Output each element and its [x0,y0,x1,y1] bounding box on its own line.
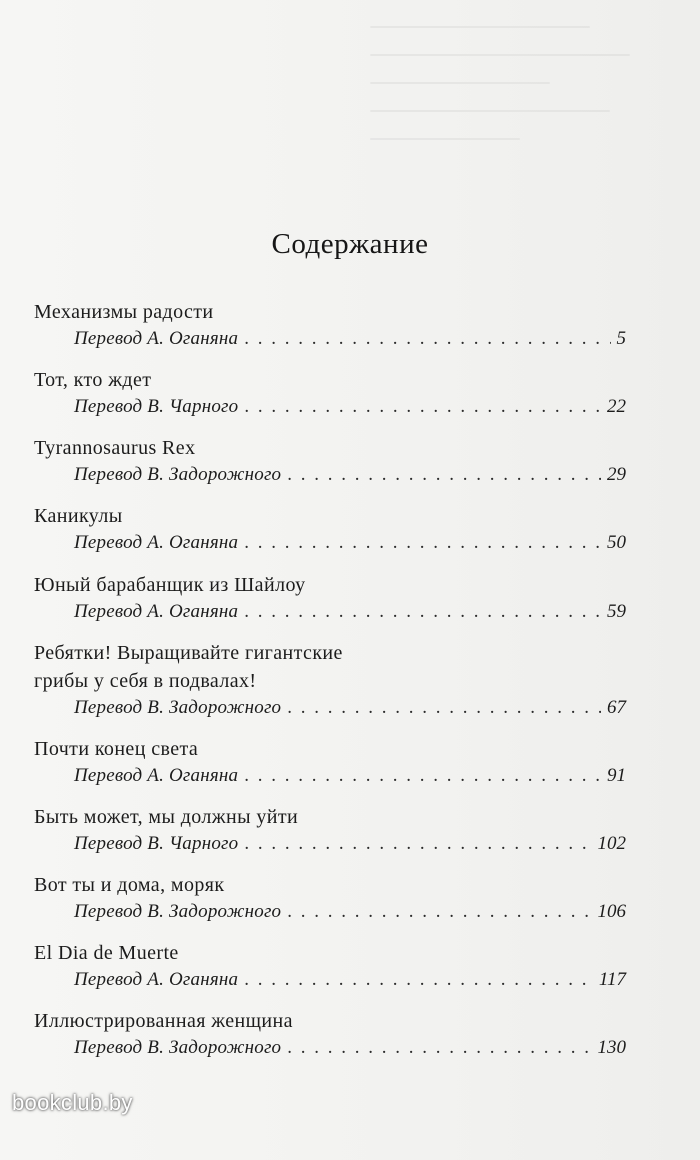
entry-title: Юный барабанщик из Шайлоу [34,574,306,596]
entry-title: Быть может, мы должны уйти [34,806,299,828]
translator-credit: Перевод В. Задорожного [74,464,282,485]
entry-title: Механизмы радости [34,301,214,323]
dot-leader [244,763,601,789]
entry-translator-line [74,326,626,352]
page-title: Содержание [271,228,429,260]
translator-credit: Перевод А. Оганяна [74,765,239,786]
toc-entry [34,639,626,721]
dot-leader [244,530,601,556]
translator-credit: Перевод В. Чарного [74,396,239,417]
dot-leader [287,462,601,488]
entry-title: Вот ты и дома, моряк [34,874,225,896]
translator-credit: Перевод А. Оганяна [74,601,239,622]
entry-translator-line [74,763,626,789]
dot-leader [287,1035,591,1061]
translator-credit: Перевод А. Оганяна [74,532,239,553]
page-number: 5 [616,328,626,349]
toc-entry [34,366,626,420]
page-number: 29 [607,464,626,485]
dot-leader [244,599,601,625]
entry-translator-line [74,1035,626,1061]
translator-credit: Перевод В. Задорожного [74,1037,282,1058]
toc-entry [34,434,626,488]
entry-title: грибы у себя в подвалах! [34,670,257,692]
page-number: 91 [607,765,626,786]
page-number: 22 [607,396,626,417]
dot-leader [244,394,601,420]
translator-credit: Перевод В. Задорожного [74,901,282,922]
page-number: 50 [607,532,626,553]
table-of-contents [34,298,626,1061]
toc-entry [34,939,626,993]
dot-leader [287,695,601,721]
toc-entry [34,871,626,925]
toc-entry [34,298,626,352]
toc-entry [34,502,626,556]
entry-title: Почти конец света [34,738,199,760]
entry-title: Тот, кто ждет [34,369,152,391]
entry-translator-line [74,695,626,721]
entry-title: Tyrannosaurus Rex [34,437,196,459]
page-number: 106 [597,901,626,922]
dot-leader [244,326,610,352]
toc-entry [34,735,626,789]
toc-entry [34,571,626,625]
entry-title: Ребятки! Выращивайте гигантские [34,642,343,664]
page-number: 59 [607,601,626,622]
page-number: 117 [598,969,626,990]
entry-translator-line [74,899,626,925]
entry-title: El Dia de Muerte [34,942,179,964]
translator-credit: Перевод А. Оганяна [74,328,239,349]
dot-leader [244,831,591,857]
translator-credit: Перевод А. Оганяна [74,969,239,990]
entry-title: Иллюстрированная женщина [34,1010,293,1032]
show-through-text [330,0,630,200]
translator-credit: Перевод В. Чарного [74,833,239,854]
entry-translator-line [74,462,626,488]
entry-translator-line [74,967,626,993]
page-number: 67 [607,697,626,718]
page-number: 102 [597,833,626,854]
entry-translator-line [74,599,626,625]
entry-translator-line [74,394,626,420]
translator-credit: Перевод В. Задорожного [74,697,282,718]
entry-title: Каникулы [34,505,123,527]
dot-leader [287,899,591,925]
toc-entry [34,1007,626,1061]
watermark: bookclub.by [12,1090,133,1115]
dot-leader [244,967,593,993]
entry-translator-line [74,831,626,857]
page-number: 130 [597,1037,626,1058]
entry-translator-line [74,530,626,556]
toc-entry [34,803,626,857]
